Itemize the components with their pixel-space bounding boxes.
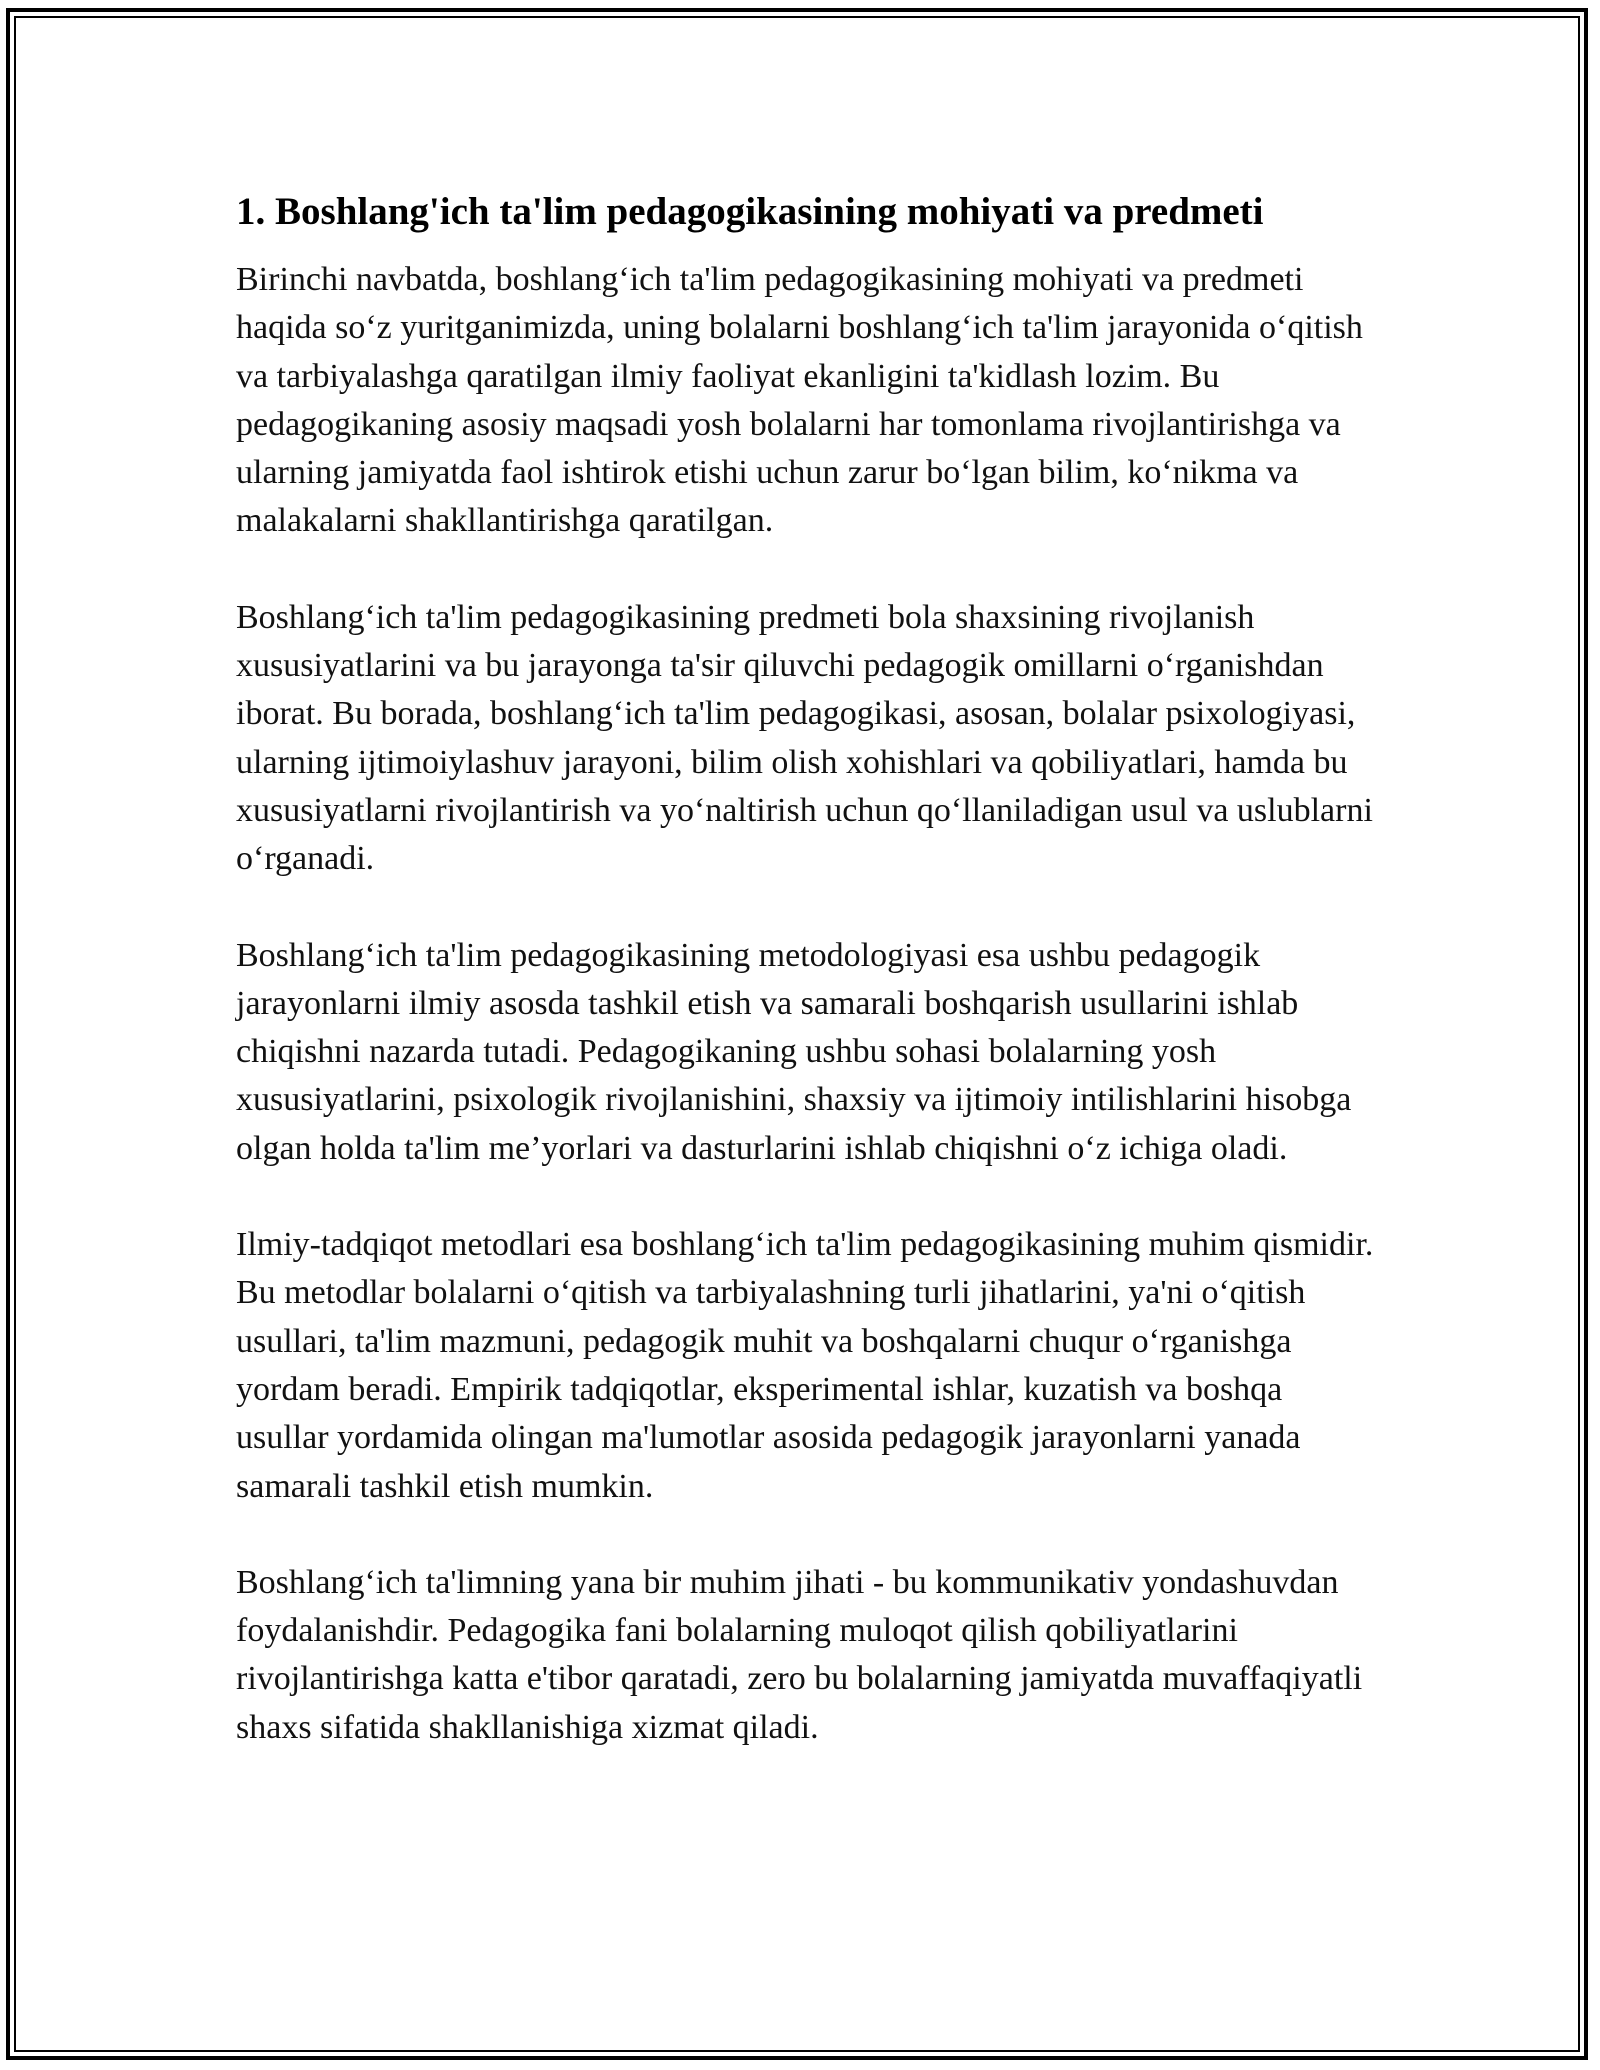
document-body [236,184,1376,1800]
paragraph-2: Boshlang‘ich ta'lim pedagogikasining predmeti bola shaxsining rivojlanish xususiyatlarini va bu jarayonga ta'sir qiluvchi pedagogik omillarni o‘rganishdan iborat. Bu borada, boshlang‘ich ta'lim pedagogikasi, asosan, bolalar psixologiyasi, ularning ijtimoiylashuv jarayoni, bilim olish xohishlari va qobiliyatlari, hamda bu xususiyatlarni rivojlantirish va yo‘naltirish uchun qo‘llaniladigan usul va uslublarni o‘rganadi. [236,598,1373,878]
paragraph-4: Ilmiy-tadqiqot metodlari esa boshlang‘ich ta'lim pedagogikasining muhim qismidir. Bu metodlar bolalarni o‘qitish va tarbiyalashning turli jihatlarini, ya'ni o‘qitish usullari, ta'lim mazmuni, pedagogik muhit va boshqalarni chuqur o‘rganishga yordam beradi. Empirik tadqiqotlar, eksperimental ishlar, kuzatish va boshqa usullar yordamida olingan ma'lumotlar asosida pedagogik jarayonlarni yanada samarali tashkil etish mumkin. [236,1226,1374,1505]
section-heading: 1. Boshlang'ich ta'lim pedagogikasining mohiyati va predmeti [236,190,1264,233]
paragraph-1: Birinchi navbatda, boshlang‘ich ta'lim pedagogikasining mohiyati va predmeti haqida so‘z yuritganimizda, uning bolalarni boshlang‘ich ta'lim jarayonida o‘qitish va tarbiyalashga qaratilgan ilmiy faoliyat ekanligini ta'kidlash lozim. Bu pedagogikaning asosiy maqsadi yosh bolalarni har tomonlama rivojlantirishga va ularning jamiyatda faol ishtirok etishi uchun zarur bo‘lgan bilim, ko‘nikma va malakalarni shakllantirishga qaratilgan. [236,261,1363,540]
paragraph-3: Boshlang‘ich ta'lim pedagogikasining metodologiyasi esa ushbu pedagogik jarayonlarni ilmiy asosda tashkil etish va samarali boshqarish usullarini ishlab chiqishni nazarda tutadi. Pedagogikaning ushbu sohasi bolalarning yosh xususiyatlarini, psixologik rivojlanishini, shaxsiy va ijtimoiy intilishlarini hisobga olgan holda ta'lim me’yorlari va dasturlarini ishlab chiqishni o‘z ichiga oladi. [236,936,1352,1167]
paragraph-5: Boshlang‘ich ta'limning yana bir muhim jihati - bu kommunikativ yondashuvdan foydalanishdir. Pedagogika fani bolalarning muloqot qilish qobiliyatlarini rivojlantirishga katta e'tibor qaratadi, zero bu bolalarning jamiyatda muvaffaqiyatli shaxs sifatida shakllanishiga xizmat qiladi. [236,1563,1363,1746]
